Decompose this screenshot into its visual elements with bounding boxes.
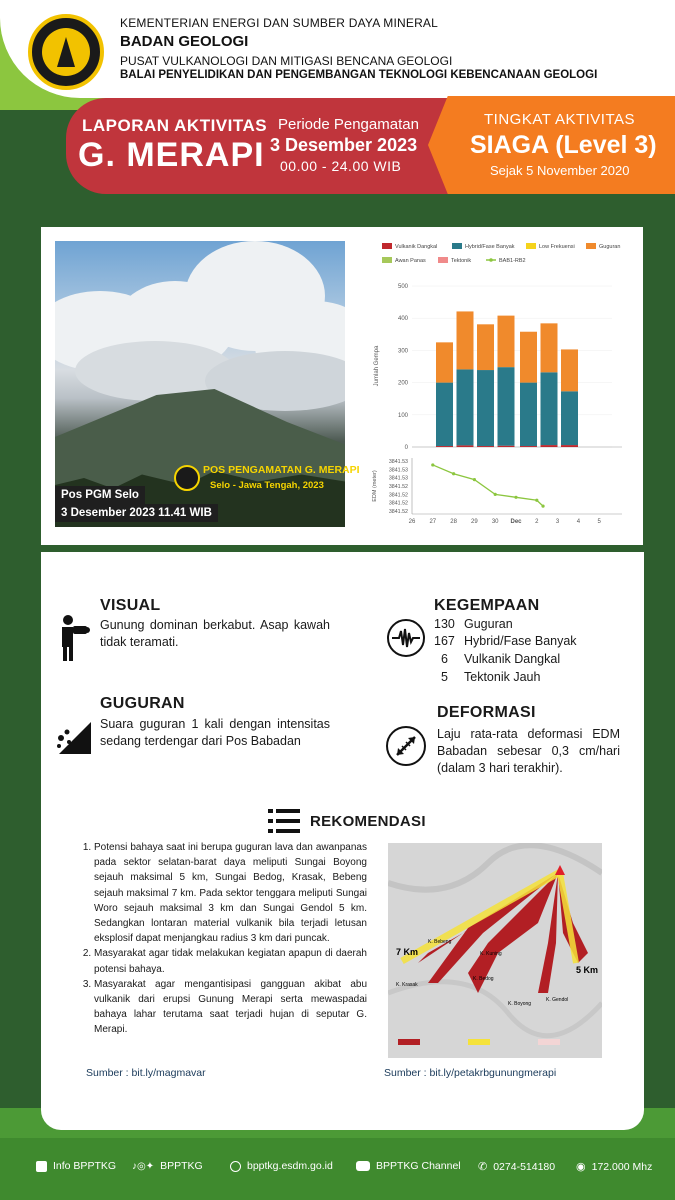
footer-facebook-label: Info BPPTKG xyxy=(53,1160,117,1172)
period-date: 3 Desember 2023 xyxy=(270,135,418,155)
bar-segment xyxy=(520,383,537,446)
edm-y-axis-label: EDM (meter) xyxy=(372,470,378,502)
legend-label: Hybrid/Fase Banyak xyxy=(465,244,515,250)
deformasi-text: Laju rata-rata deformasi EDM Babadan sebesar 0,3 cm/hari (dalam 3 hari terakhir). xyxy=(437,727,620,775)
map-label-boyong: K. Boyong xyxy=(508,1001,532,1007)
period-label: Periode Pengamatan xyxy=(278,116,419,133)
edm-point xyxy=(431,463,434,466)
quake-row-vulkanik: 6 Vulkanik Dangkal xyxy=(441,652,561,666)
source-left: Sumber : bit.ly/magmavar xyxy=(86,1067,206,1079)
bar-segment xyxy=(477,324,494,370)
legend-label: Tektonik xyxy=(451,258,472,264)
deformasi-title: DEFORMASI xyxy=(437,704,536,721)
bar-segment xyxy=(436,342,453,382)
bar-segment xyxy=(561,445,578,447)
edm-point xyxy=(535,499,538,502)
ministry-name: KEMENTERIAN ENERGI DAN SUMBER DAYA MINERAL xyxy=(120,16,439,30)
deformation-icon xyxy=(386,726,426,766)
quake-row-hybrid: 167 Hybrid/Fase Banyak xyxy=(434,634,577,648)
x-tick-label: 30 xyxy=(491,519,499,525)
legend-swatch xyxy=(452,243,462,249)
y-tick-label: 0 xyxy=(404,445,408,451)
bar-segment xyxy=(561,391,578,445)
bar-segment xyxy=(541,323,558,372)
level-since: Sejak 5 November 2020 xyxy=(490,163,630,178)
bar-segment xyxy=(436,446,453,447)
facebook-icon xyxy=(36,1161,47,1172)
bar-segment xyxy=(520,446,537,447)
footer-social[interactable] xyxy=(132,1160,203,1172)
legend-label: BAB1-RB2 xyxy=(499,258,526,264)
footer-radio-label: 172.000 Mhz xyxy=(591,1160,653,1173)
source-right: Sumber : bit.ly/petakrbgunungmerapi xyxy=(384,1067,557,1079)
bar-segment xyxy=(436,383,453,446)
binoculars-icon xyxy=(58,614,90,662)
phone-icon: ✆ xyxy=(478,1161,488,1173)
period-time: 00.00 - 24.00 WIB xyxy=(280,158,402,174)
map-label-bebeng: K. Bebeng xyxy=(428,939,452,945)
footer-phone-label: 0274-514180 xyxy=(493,1160,556,1173)
x-tick-label: 28 xyxy=(450,519,457,525)
footer-social-label: BPPTKG xyxy=(160,1160,203,1172)
x-tick-label: 2 xyxy=(535,519,539,525)
edm-point xyxy=(473,478,476,481)
map-label-kuning: K. Kuning xyxy=(480,951,502,957)
legend-swatch xyxy=(489,258,493,262)
seismicity-chart xyxy=(368,236,633,536)
recommendation-list xyxy=(82,840,367,1038)
y-tick-label: 100 xyxy=(397,412,408,419)
bar-segment xyxy=(498,446,515,447)
volcano-name: G. MERAPI xyxy=(78,136,265,174)
legend-label: Low Frekuensi xyxy=(539,244,575,250)
legend-label: Vulkanik Dangkal xyxy=(395,244,438,250)
footer-youtube-label: BPPTKG Channel xyxy=(376,1160,461,1172)
edm-point xyxy=(514,496,517,499)
esdm-logo xyxy=(28,14,104,90)
bar-segment xyxy=(477,370,494,446)
bar-segment xyxy=(457,369,474,445)
recommendation-item: 3. Masyarakat agar mengantisipasi gangguan akibat abu vulkanik dari erupsi Gunung Merapi serta mewaspadai bahaya lahar terutama saat terjadi hujan di seputar G. Merapi. xyxy=(94,977,367,1038)
x-tick-label: 26 xyxy=(408,519,416,525)
edm-y-tick-label: 3841.53 xyxy=(388,459,408,465)
footer-website[interactable] xyxy=(230,1160,333,1172)
edm-y-tick-label: 3841.52 xyxy=(388,492,408,499)
legend-swatch xyxy=(382,257,392,263)
bar-segment xyxy=(520,332,537,383)
map-label-gendol: K. Gendol xyxy=(546,997,569,1003)
bar-segment xyxy=(477,446,494,447)
post-subtitle: Selo - Jawa Tengah, 2023 xyxy=(210,480,324,491)
edm-y-tick-label: 3841.52 xyxy=(388,484,408,490)
footer-website-label: bpptkg.esdm.go.id xyxy=(247,1160,333,1172)
legend-swatch xyxy=(526,243,536,249)
office-name: BALAI PENYELIDIKAN DAN PENGEMBANGAN TEKNOLOGI KEBENCANAAN GEOLOGI xyxy=(120,69,598,81)
bar-segment xyxy=(498,367,515,446)
quake-row-tektonik: 5 Tektonik Jauh xyxy=(441,670,541,684)
bar-segment xyxy=(541,445,558,447)
y-axis-label: Jumlah Gempa xyxy=(374,345,380,387)
legend-label: Guguran xyxy=(599,244,621,250)
rockfall-icon xyxy=(55,718,93,754)
bar-segment xyxy=(561,349,578,391)
legend-swatch xyxy=(382,243,392,249)
map-label-krasak: K. Krasak xyxy=(396,982,418,988)
footer-facebook[interactable] xyxy=(36,1160,116,1172)
bar-segment xyxy=(541,372,558,445)
footer-youtube[interactable] xyxy=(356,1160,461,1172)
footer-radio xyxy=(576,1160,652,1173)
x-tick-label: 27 xyxy=(429,519,437,525)
edm-y-tick-label: 3841.53 xyxy=(388,475,408,482)
photo-caption-location: Pos PGM Selo xyxy=(55,486,145,504)
list-icon xyxy=(268,808,300,834)
level-label: TINGKAT AKTIVITAS xyxy=(484,111,636,128)
report-label: LAPORAN AKTIVITAS xyxy=(82,116,268,135)
tiktok-instagram-twitter-icon: ♪◎✦ xyxy=(132,1160,155,1172)
seismograph-icon xyxy=(387,619,425,657)
activity-level: SIAGA (Level 3) xyxy=(470,131,657,159)
visual-text: Gunung dominan berkabut. Asap kawah tidak teramati. xyxy=(100,618,330,649)
edm-y-tick-label: 3841.52 xyxy=(388,509,408,515)
bar-segment xyxy=(498,316,515,368)
quake-row-guguran: 130 Guguran xyxy=(434,617,513,631)
x-tick-label: 3 xyxy=(555,519,560,525)
x-tick-label: 4 xyxy=(576,519,581,525)
y-tick-label: 400 xyxy=(397,316,408,323)
agency-name: BADAN GEOLOGI xyxy=(120,33,249,50)
globe-icon xyxy=(230,1161,241,1172)
guguran-title: GUGURAN xyxy=(100,695,185,712)
pos-logo xyxy=(174,465,200,491)
map-label-5km: 5 Km xyxy=(576,965,599,975)
edm-point xyxy=(452,472,455,475)
edm-y-tick-label: 3841.53 xyxy=(388,467,408,474)
radio-icon: ◉ xyxy=(576,1161,586,1173)
x-tick-label: Dec xyxy=(510,519,522,525)
edm-point xyxy=(541,505,544,508)
y-tick-label: 500 xyxy=(397,284,408,290)
edm-point xyxy=(494,493,497,496)
kegempaan-title: KEGEMPAAN xyxy=(434,597,540,614)
y-tick-label: 300 xyxy=(397,348,408,355)
youtube-icon xyxy=(356,1161,370,1171)
recommendation-item: 2. Masyarakat agar tidak melakukan kegiatan apapun di daerah potensi bahaya. xyxy=(94,946,367,976)
hazard-map xyxy=(388,843,602,1058)
guguran-text: Suara guguran 1 kali dengan intensitas sedang terdengar dari Pos Babadan xyxy=(100,717,330,748)
recommendation-item: 1. Potensi bahaya saat ini berupa guguran lava dan awanpanas pada sektor selatan-barat daya meliputi Sungai Boyong sejauh maksimal 5 km, Sungai Bedog, Krasak, Bebeng sejauh maksimal 7 km. Pada sektor tenggara meliputi Sungai Woro sejauh maksimal 3 km dan Sungai Gendol 5 km. Sedangkan lontaran material vulkanik bila terjadi letusan eksplosif dapat menjangkau radius 3 km dari puncak. xyxy=(94,840,367,946)
legend-label: Awan Panas xyxy=(395,258,426,264)
edm-y-tick-label: 3841.52 xyxy=(388,500,408,507)
footer-phone[interactable] xyxy=(478,1160,555,1173)
edm-line xyxy=(433,465,543,506)
bar-segment xyxy=(457,311,474,369)
post-title: POS PENGAMATAN G. MERAPI xyxy=(203,464,360,476)
center-name: PUSAT VULKANOLOGI DAN MITIGASI BENCANA GEOLOGI xyxy=(120,54,453,68)
visual-title: VISUAL xyxy=(100,597,161,614)
photo-caption-time: 3 Desember 2023 11.41 WIB xyxy=(55,504,218,522)
legend-swatch xyxy=(586,243,596,249)
map-label-bedog: K. Bedog xyxy=(473,976,494,982)
rekomendasi-title: REKOMENDASI xyxy=(310,813,426,830)
bar-segment xyxy=(457,445,474,447)
x-tick-label: 29 xyxy=(471,519,478,525)
legend-swatch xyxy=(438,257,448,263)
x-tick-label: 5 xyxy=(597,519,601,525)
map-label-7km: 7 Km xyxy=(396,947,419,957)
y-tick-label: 200 xyxy=(397,380,408,387)
